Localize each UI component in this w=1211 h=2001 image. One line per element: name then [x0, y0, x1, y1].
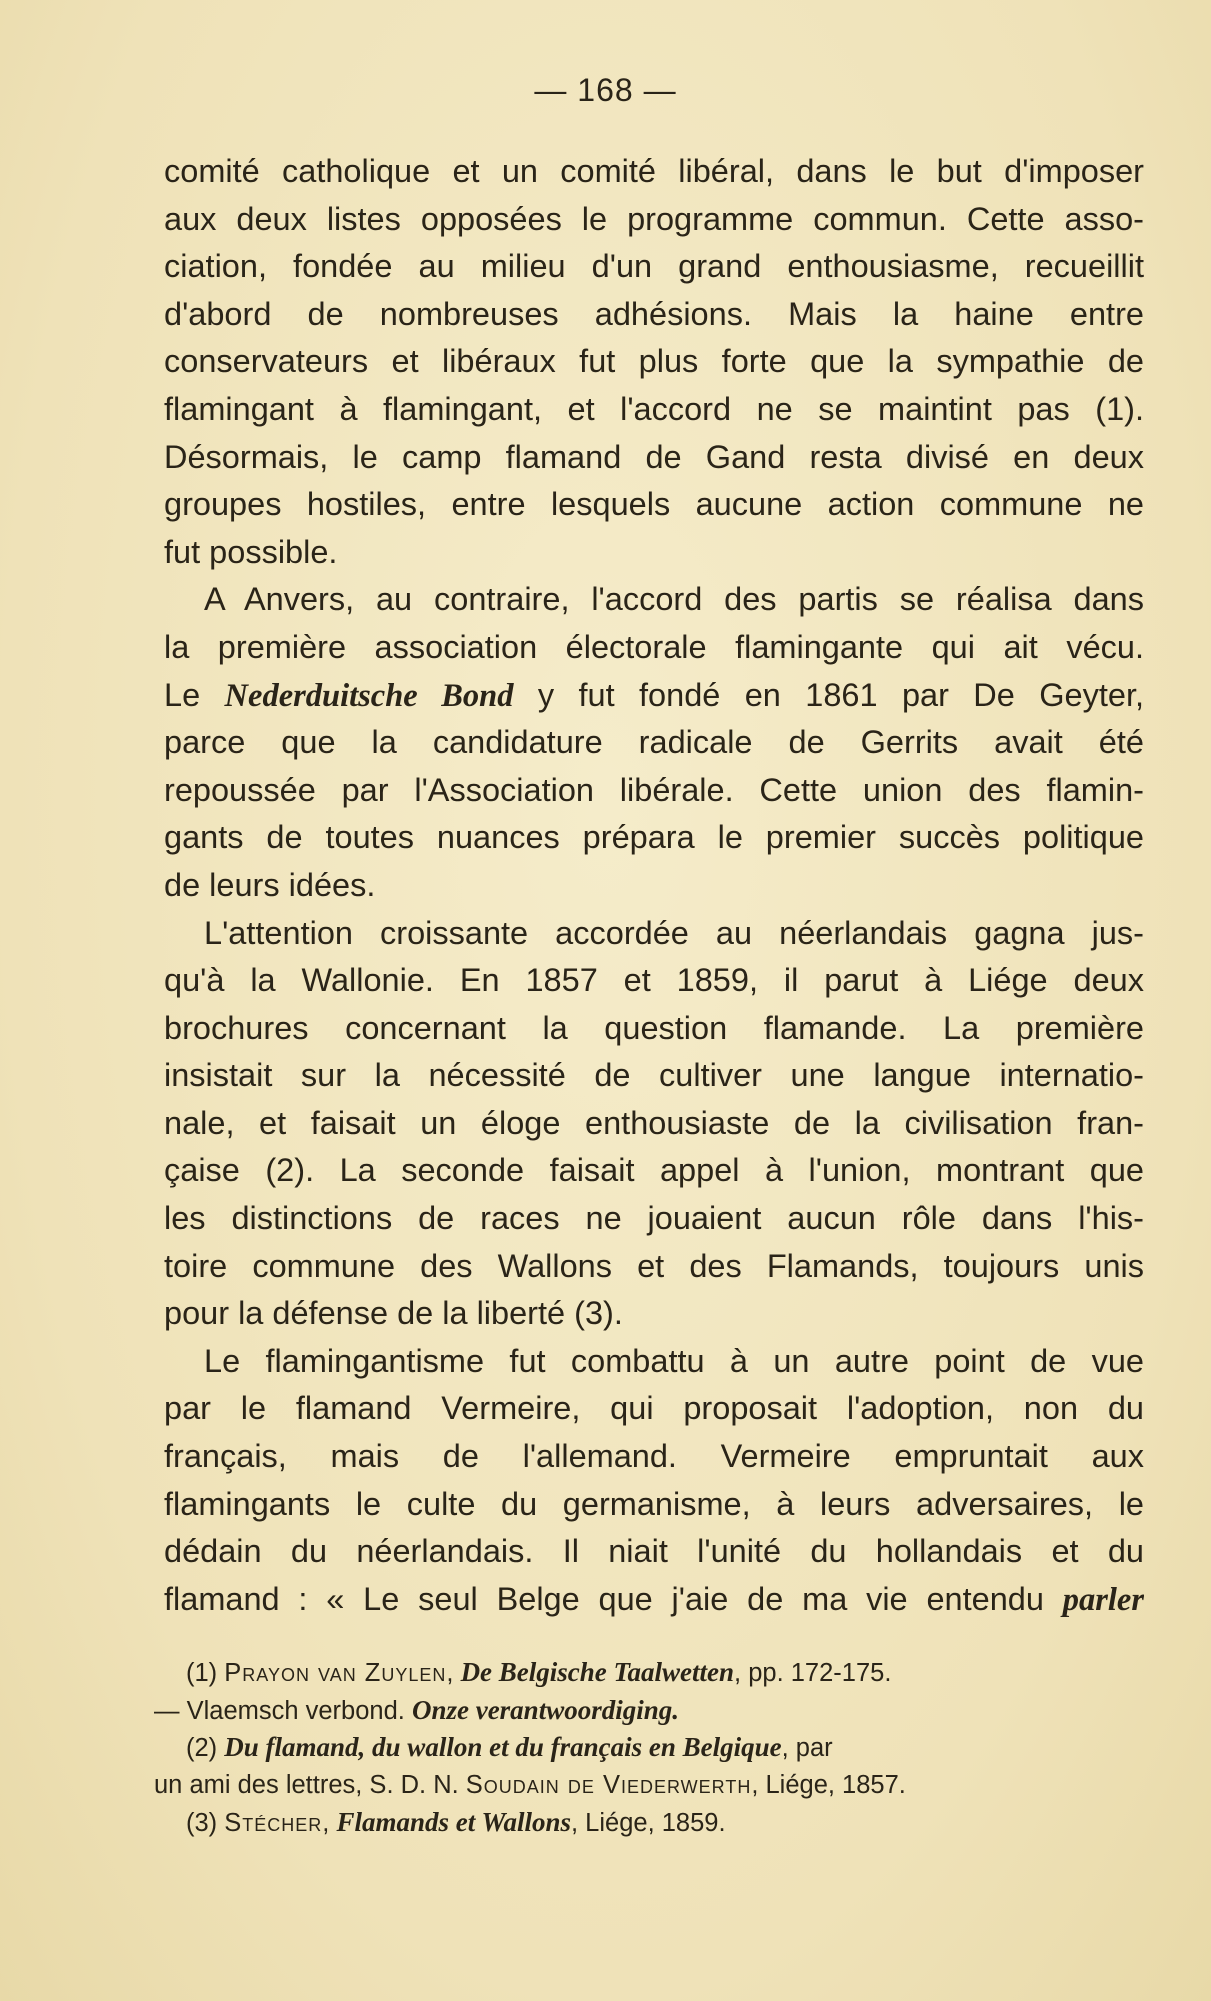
text-line: L'attention croissante accordée au néerlandais gagna jus-: [204, 914, 1144, 951]
text-line: d'abord de nombreuses adhésions. Mais la haine entre: [164, 295, 1144, 332]
text-line: insistait sur la nécessité de cultiver une langue internatio-: [164, 1057, 1144, 1094]
text-line: groupes hostiles, entre lesquels aucune action commune ne: [164, 486, 1144, 523]
text-line: A Anvers, au contraire, l'accord des partis se réalisa dans: [204, 581, 1144, 618]
text-line: [164, 1576, 1144, 1624]
text-line: nale, et faisait un éloge enthousiaste de la civilisation fran-: [164, 1104, 1144, 1141]
text-line: les distinctions de races ne jouaient aucun rôle dans l'his-: [164, 1200, 1144, 1237]
footnote-continuation: — Vlaemsch verbond.: [154, 1696, 412, 1725]
text-line: la première association électorale flamingante qui ait vécu.: [164, 628, 1144, 665]
text-line: français, mais de l'allemand. Vermeire empruntait aux: [164, 1438, 1144, 1475]
text-line: repoussée par l'Association libérale. Cette union des flamin-: [164, 771, 1144, 808]
text-line: fut possible.: [164, 533, 338, 570]
text-line: [164, 672, 1144, 720]
body-text: [164, 148, 1144, 1623]
footnote-rest: , par: [781, 1734, 833, 1762]
page-number: — 168 —: [534, 72, 677, 108]
footnotes: [154, 1654, 1144, 1842]
text-line: par le flamand Vermeire, qui proposait l'adoption, non du: [164, 1390, 1144, 1427]
text-line: Désormais, le camp flamand de Gand resta divisé en deux: [164, 438, 1144, 475]
footnote-rest: , Liége, 1857.: [751, 1770, 906, 1799]
footnote-line: [154, 1729, 1144, 1767]
footnote-line: [154, 1692, 1144, 1730]
text-line: gants de toutes nuances prépara le premier succès politique: [164, 819, 1144, 856]
footnote-author: Stécher: [224, 1809, 323, 1837]
text-line: flamingant à flamingant, et l'accord ne se maintint pas (1).: [164, 390, 1144, 427]
text-span: Le: [164, 676, 225, 713]
text-line: pour la défense de la liberté (3).: [164, 1295, 623, 1332]
footnote-line: (3) Stécher, Flamands et Wallons, Liége, 1859.: [186, 1807, 726, 1837]
footnote-marker: (2): [186, 1734, 218, 1762]
footnote-title: De Belgische Taalwetten: [460, 1657, 735, 1687]
footnote-pages: , pp. 172-175.: [734, 1659, 892, 1687]
text-line: ciation, fondée au milieu d'un grand enthousiasme, recueillit: [164, 248, 1144, 285]
text-line: aux deux listes opposées le programme commun. Cette asso-: [164, 200, 1144, 237]
italic-title: Nederduitsche Bond: [224, 677, 514, 714]
text-line: conservateurs et libéraux fut plus forte que la sympathie de: [164, 343, 1144, 380]
text-span: flamand : « Le seul Belge que j'aie de ma vie entendu: [164, 1580, 1063, 1617]
footnote-title: Flamands et Wallons: [336, 1807, 572, 1837]
footnote-marker: (1): [186, 1659, 218, 1687]
footnote-line: (1) Prayon van Zuylen, De Belgische Taalwetten, pp. 172-175.: [186, 1657, 892, 1687]
text-line: de leurs idées.: [164, 866, 376, 903]
footnote-author: Soudain de Viederwerth: [465, 1770, 752, 1799]
footnote-continuation: un ami des lettres, S. D. N.: [154, 1770, 466, 1799]
footnote-title: Du flamand, du wallon et du français en Belgique: [224, 1732, 782, 1762]
text-line: brochures concernant la question flamande. La première: [164, 1009, 1144, 1046]
text-line: Le flamingantisme fut combattu à un autre point de vue: [204, 1342, 1144, 1379]
footnote-line: [154, 1767, 1144, 1805]
footnote-rest: , Liége, 1859.: [571, 1809, 726, 1837]
text-line: toire commune des Wallons et des Flamands, toujours unis: [164, 1247, 1144, 1284]
text-line: dédain du néerlandais. Il niait l'unité du hollandais et du: [164, 1533, 1144, 1570]
text-line: flamingants le culte du germanisme, à leurs adversaires, le: [164, 1485, 1144, 1522]
text-line: parce que la candidature radicale de Gerrits avait été: [164, 724, 1144, 761]
footnote-marker: (3): [186, 1809, 218, 1837]
text-span: y fut fondé en 1861 par De Geyter,: [513, 676, 1144, 713]
text-line: çaise (2). La seconde faisait appel à l'union, montrant que: [164, 1152, 1144, 1189]
italic-word: parler: [1062, 1581, 1144, 1618]
text-line: qu'à la Wallonie. En 1857 et 1859, il parut à Liége deux: [164, 962, 1144, 999]
footnote-author: Prayon van Zuylen: [224, 1659, 447, 1687]
text-line: comité catholique et un comité libéral, dans le but d'imposer: [164, 153, 1144, 189]
footnote-title: Onze verantwoordiging.: [411, 1694, 679, 1725]
